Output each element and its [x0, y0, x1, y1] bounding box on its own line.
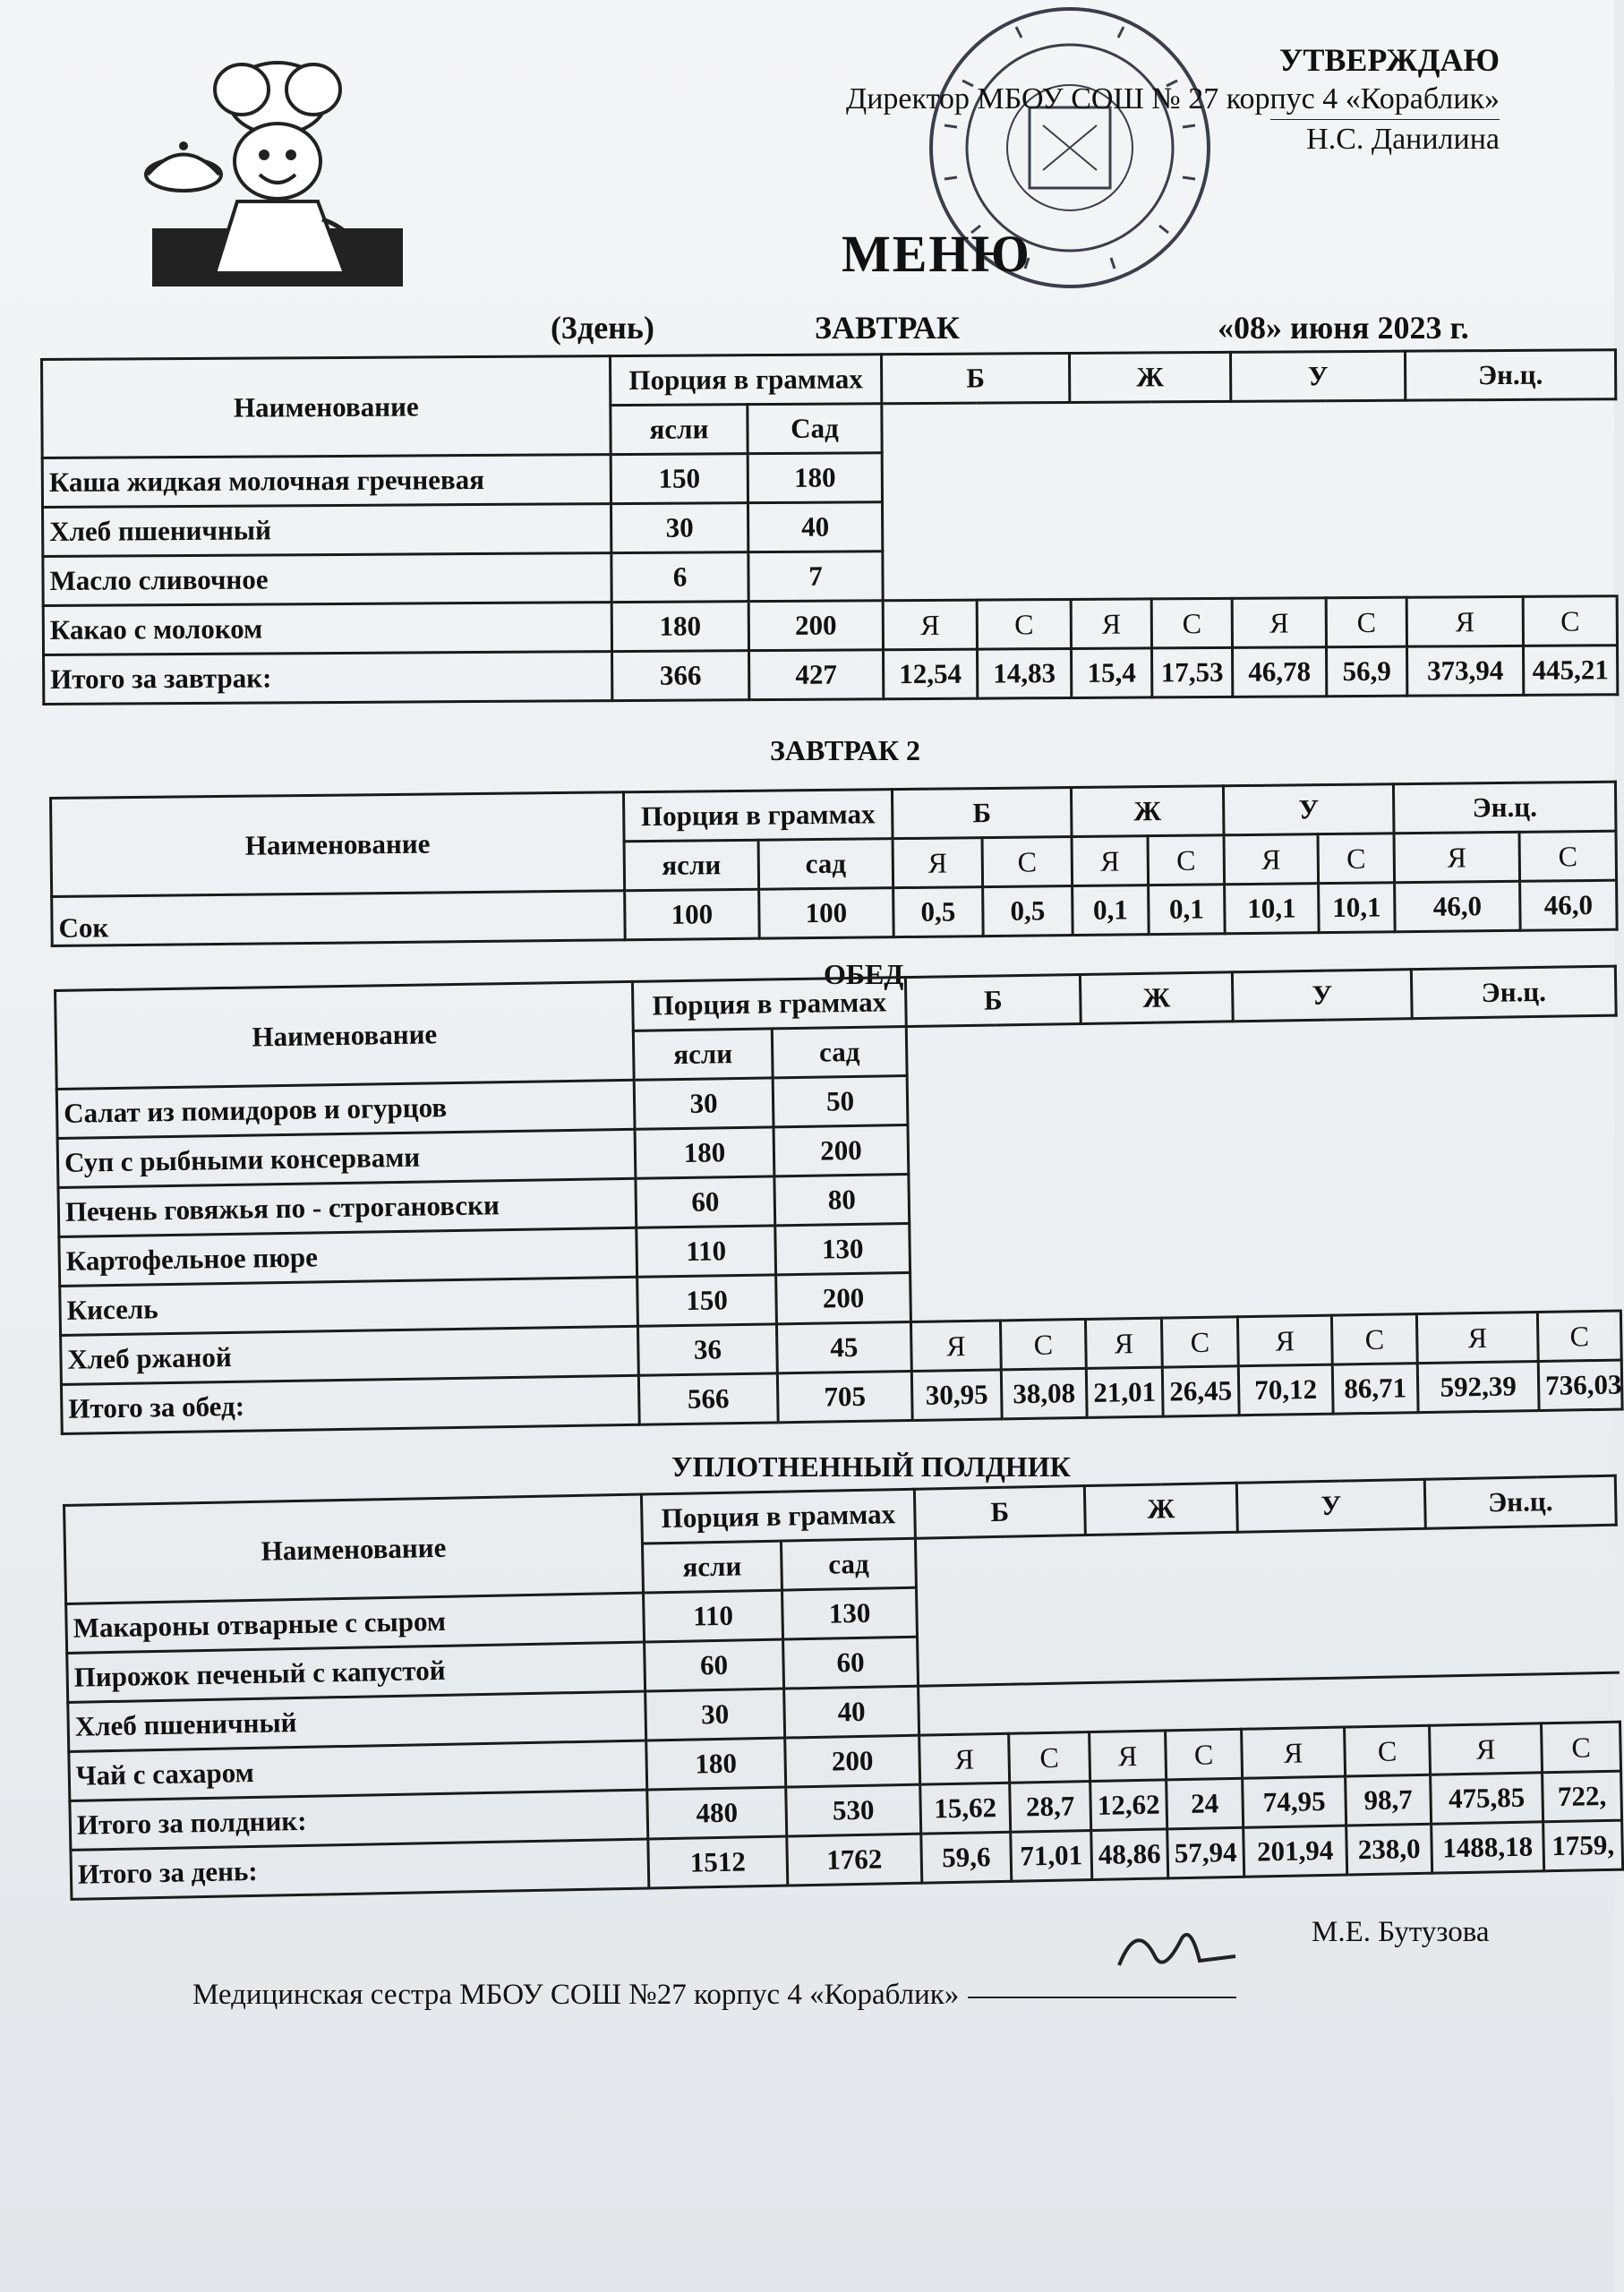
ya-label: Я — [1394, 832, 1520, 882]
item-name: Какао с молоком — [43, 603, 611, 655]
col-u-header: У — [1236, 1479, 1425, 1532]
col-zh-header: Ж — [1084, 1483, 1237, 1535]
ya-label: Я — [883, 600, 977, 650]
nutr-value: 10,1 — [1319, 883, 1396, 933]
ya-label: Я — [1242, 1727, 1346, 1778]
s-label: С — [1318, 834, 1395, 884]
item-sad: 7 — [748, 552, 883, 602]
s-label: С — [1519, 831, 1617, 881]
total-label: Итого за полдник: — [70, 1790, 648, 1850]
col-u-header: У — [1232, 970, 1412, 1022]
s-label: С — [1161, 1317, 1238, 1367]
nutr-value: 15,4 — [1072, 648, 1152, 698]
total-label: Итого за завтрак: — [44, 652, 612, 705]
item-name: Хлеб пшеничный — [68, 1691, 646, 1751]
breakfast-table — [40, 348, 1619, 706]
item-sad: 200 — [774, 1125, 909, 1176]
blank-area — [915, 1525, 1619, 1686]
item-yasli: 30 — [634, 1078, 774, 1129]
nutr-value: 238,0 — [1346, 1824, 1432, 1875]
nutr-value: 46,0 — [1395, 881, 1521, 931]
nutr-value: 24 — [1167, 1778, 1244, 1829]
ya-label: Я — [1416, 1313, 1538, 1364]
col-en-header: Эн.ц. — [1424, 1475, 1616, 1528]
item-yasli: 100 — [625, 889, 760, 940]
nutr-value: 17,53 — [1152, 647, 1233, 697]
nutr-value: 592,39 — [1417, 1362, 1539, 1413]
nutr-value: 21,01 — [1086, 1367, 1163, 1417]
item-yasli: 180 — [611, 602, 748, 652]
col-b-header: Б — [905, 974, 1081, 1026]
s-label: С — [1523, 596, 1617, 646]
s-label: С — [1537, 1311, 1621, 1361]
col-portion-header: Порция в граммах — [632, 978, 906, 1031]
nutr-value: 1759, — [1543, 1820, 1623, 1871]
day-total-yasli: 1512 — [648, 1836, 788, 1888]
nutr-value: 74,95 — [1243, 1776, 1346, 1827]
approval-block — [846, 40, 1500, 159]
col-zh-header: Ж — [1071, 786, 1224, 837]
item-yasli: 36 — [637, 1324, 777, 1375]
total-yasli: 566 — [638, 1373, 778, 1424]
item-sad: 180 — [748, 453, 882, 503]
item-yasli: 180 — [635, 1127, 774, 1178]
item-sad: 50 — [773, 1076, 908, 1127]
nutr-value: 57,94 — [1167, 1827, 1244, 1878]
col-name-header: Наименование — [42, 356, 611, 458]
item-name: Кисель — [60, 1277, 638, 1335]
col-name-header: Наименование — [64, 1494, 644, 1604]
item-yasli: 110 — [644, 1590, 783, 1642]
col-u-header: У — [1223, 784, 1394, 835]
nutr-value: 0,5 — [893, 887, 984, 937]
s-label: С — [1345, 1725, 1431, 1776]
item-name: Салат из помидоров и огурцов — [56, 1080, 635, 1138]
nutr-value: 475,85 — [1431, 1773, 1543, 1824]
item-yasli: 60 — [645, 1639, 784, 1691]
s-label: С — [982, 837, 1073, 887]
nutr-value: 201,94 — [1244, 1826, 1347, 1877]
col-portion-header: Порция в граммах — [641, 1489, 915, 1544]
item-yasli: 110 — [637, 1226, 776, 1277]
ya-label: Я — [1232, 598, 1326, 648]
lunch-table — [54, 965, 1624, 1435]
nutr-value: 15,62 — [920, 1783, 1011, 1834]
nutr-value: 14,83 — [978, 648, 1072, 698]
s-label: С — [1331, 1314, 1417, 1364]
col-zh-header: Ж — [1080, 972, 1233, 1024]
col-en-header: Эн.ц. — [1405, 350, 1615, 400]
blank-area — [906, 1015, 1620, 1321]
item-yasli: 180 — [646, 1738, 786, 1790]
day-total-sad: 1762 — [787, 1834, 922, 1886]
day-label: (3день) — [551, 310, 654, 346]
nutr-value: 71,01 — [1011, 1831, 1092, 1882]
item-sad: 130 — [775, 1224, 910, 1275]
s-label: С — [1326, 597, 1406, 647]
col-sad-header: сад — [781, 1538, 916, 1590]
blank-area — [882, 399, 1617, 601]
col-portion-header: Порция в граммах — [623, 790, 893, 842]
total-sad: 427 — [749, 650, 884, 700]
col-en-header: Эн.ц. — [1411, 966, 1616, 1019]
chef-illustration — [143, 49, 412, 291]
item-name: Картофельное пюре — [59, 1227, 637, 1286]
signature — [1101, 1911, 1253, 1983]
nutr-value: 0,1 — [1149, 885, 1226, 935]
ya-label: Я — [893, 838, 983, 888]
item-name: Пирожок печеный с капустой — [67, 1642, 645, 1702]
col-zh-header: Ж — [1069, 352, 1230, 402]
ya-label: Я — [1071, 599, 1151, 649]
nutr-value: 373,94 — [1407, 646, 1524, 696]
col-name-header: Наименование — [51, 792, 625, 897]
item-name: Каша жидкая молочная гречневая — [42, 455, 611, 508]
menu-title: МЕНЮ — [842, 225, 1031, 283]
nurse-name: М.Е. Бутузова — [1312, 1916, 1490, 1948]
item-name: Макароны отварные с сыром — [66, 1593, 645, 1653]
item-yasli: 30 — [645, 1689, 785, 1740]
col-b-header: Б — [914, 1486, 1085, 1539]
approve-director: Директор МБОУ СОШ № 27 корпус 4 «Кораблик» — [846, 82, 1500, 115]
nutr-value: 26,45 — [1162, 1366, 1239, 1416]
menu-date: «08» июня 2023 г. — [1218, 310, 1469, 346]
s-label: С — [1166, 1729, 1243, 1780]
item-sad: 80 — [774, 1175, 910, 1226]
item-name: Сок — [52, 891, 626, 946]
total-sad: 705 — [777, 1372, 912, 1423]
item-sad: 200 — [785, 1735, 920, 1787]
total-yasli: 480 — [647, 1787, 787, 1839]
ya-label: Я — [1085, 1318, 1162, 1368]
nutr-value: 46,0 — [1520, 880, 1618, 930]
nurse-text: Медицинская сестра МБОУ СОШ №27 корпус 4 «Кораблик» — [192, 1979, 960, 2011]
total-row — [44, 646, 1618, 705]
approve-title: УТВЕРЖДАЮ — [1278, 42, 1500, 78]
item-sad: 40 — [748, 502, 883, 552]
nutr-value: 98,7 — [1346, 1775, 1432, 1826]
approve-name: Н.С. Данилина — [1270, 119, 1500, 159]
col-portion-header: Порция в граммах — [610, 355, 881, 406]
col-name-header: Наименование — [56, 981, 635, 1089]
nutr-value: 70,12 — [1238, 1364, 1333, 1415]
nutr-value: 56,9 — [1326, 646, 1406, 697]
item-yasli: 150 — [611, 454, 748, 504]
col-b-header: Б — [892, 788, 1072, 839]
col-sad-header: Сад — [748, 404, 882, 454]
item-name: Печень говяжья по - строгановски — [58, 1178, 637, 1236]
nutr-value: 48,86 — [1091, 1829, 1168, 1880]
breakfast2-title: ЗАВТРАК 2 — [770, 734, 921, 766]
item-sad: 40 — [784, 1686, 919, 1738]
item-sad: 60 — [783, 1637, 919, 1689]
col-sad-header: сад — [758, 839, 893, 890]
snack-title: УПЛОТНЕННЫЙ ПОЛДНИК — [671, 1450, 1071, 1483]
ya-label: Я — [1224, 834, 1319, 885]
nutr-value: 1488,18 — [1432, 1822, 1544, 1873]
item-yasli: 6 — [611, 552, 748, 603]
meal-title: ЗАВТРАК — [815, 310, 961, 346]
signature-line — [968, 1996, 1236, 1998]
nutr-value: 86,71 — [1332, 1364, 1418, 1414]
item-yasli: 30 — [611, 503, 748, 553]
col-yasli-header: ясли — [633, 1029, 773, 1080]
item-yasli: 60 — [636, 1176, 775, 1227]
item-name: Хлеб ржаной — [61, 1326, 639, 1384]
item-name: Суп с рыбными консервами — [57, 1129, 636, 1187]
nutr-value: 38,08 — [1001, 1368, 1087, 1418]
ya-label: Я — [1430, 1723, 1543, 1775]
nutr-value: 12,62 — [1090, 1780, 1167, 1831]
item-name: Масло сливочное — [43, 553, 611, 606]
ya-label: Я — [1406, 596, 1523, 646]
ya-label: Я — [910, 1321, 1001, 1372]
nutr-value: 46,78 — [1233, 647, 1327, 697]
col-yasli-header: ясли — [642, 1541, 782, 1593]
s-label: С — [1009, 1732, 1090, 1783]
nutr-value: 10,1 — [1225, 884, 1320, 934]
col-yasli-header: ясли — [611, 405, 748, 455]
total-label: Итого за обед: — [61, 1375, 639, 1433]
nutr-value: 722, — [1543, 1771, 1622, 1822]
breakfast2-table — [49, 781, 1619, 947]
snack-table — [63, 1475, 1624, 1901]
nutr-value: 445,21 — [1524, 646, 1618, 696]
day-total-label: Итого за день: — [71, 1839, 649, 1899]
nutr-value: 736,03 — [1538, 1360, 1622, 1410]
nutr-value: 12,54 — [884, 649, 978, 699]
col-b-header: Б — [881, 353, 1069, 403]
item-sad: 45 — [776, 1322, 911, 1373]
nutr-value: 28,7 — [1010, 1782, 1091, 1833]
lunch-title: ОБЕД — [824, 958, 904, 990]
nurse-signature-line — [192, 1979, 1245, 2012]
s-label: С — [977, 599, 1071, 649]
nutr-value: 59,6 — [921, 1832, 1012, 1883]
ya-label: Я — [1072, 836, 1149, 886]
item-name: Хлеб пшеничный — [43, 504, 611, 557]
col-u-header: У — [1230, 351, 1405, 401]
item-name: Чай с сахаром — [69, 1740, 647, 1800]
nutr-value: 0,1 — [1073, 885, 1150, 936]
item-sad: 200 — [776, 1273, 911, 1324]
nutr-value: 0,5 — [983, 886, 1073, 936]
item-sad: 130 — [782, 1587, 917, 1639]
col-yasli-header: ясли — [624, 840, 759, 891]
s-label: С — [1151, 598, 1232, 648]
s-label: С — [1148, 835, 1225, 885]
item-sad: 100 — [759, 888, 894, 939]
s-label: С — [1542, 1722, 1621, 1773]
ya-label: Я — [1237, 1315, 1332, 1366]
col-en-header: Эн.ц. — [1393, 782, 1616, 834]
nutr-value: 30,95 — [911, 1370, 1002, 1421]
total-sad: 530 — [786, 1784, 921, 1836]
s-label: С — [1000, 1319, 1086, 1369]
ya-label: Я — [919, 1733, 1010, 1784]
total-yasli: 366 — [612, 651, 749, 701]
item-sad: 200 — [748, 601, 883, 651]
item-yasli: 150 — [637, 1275, 777, 1326]
ya-label: Я — [1090, 1731, 1167, 1782]
col-sad-header: сад — [772, 1027, 907, 1078]
